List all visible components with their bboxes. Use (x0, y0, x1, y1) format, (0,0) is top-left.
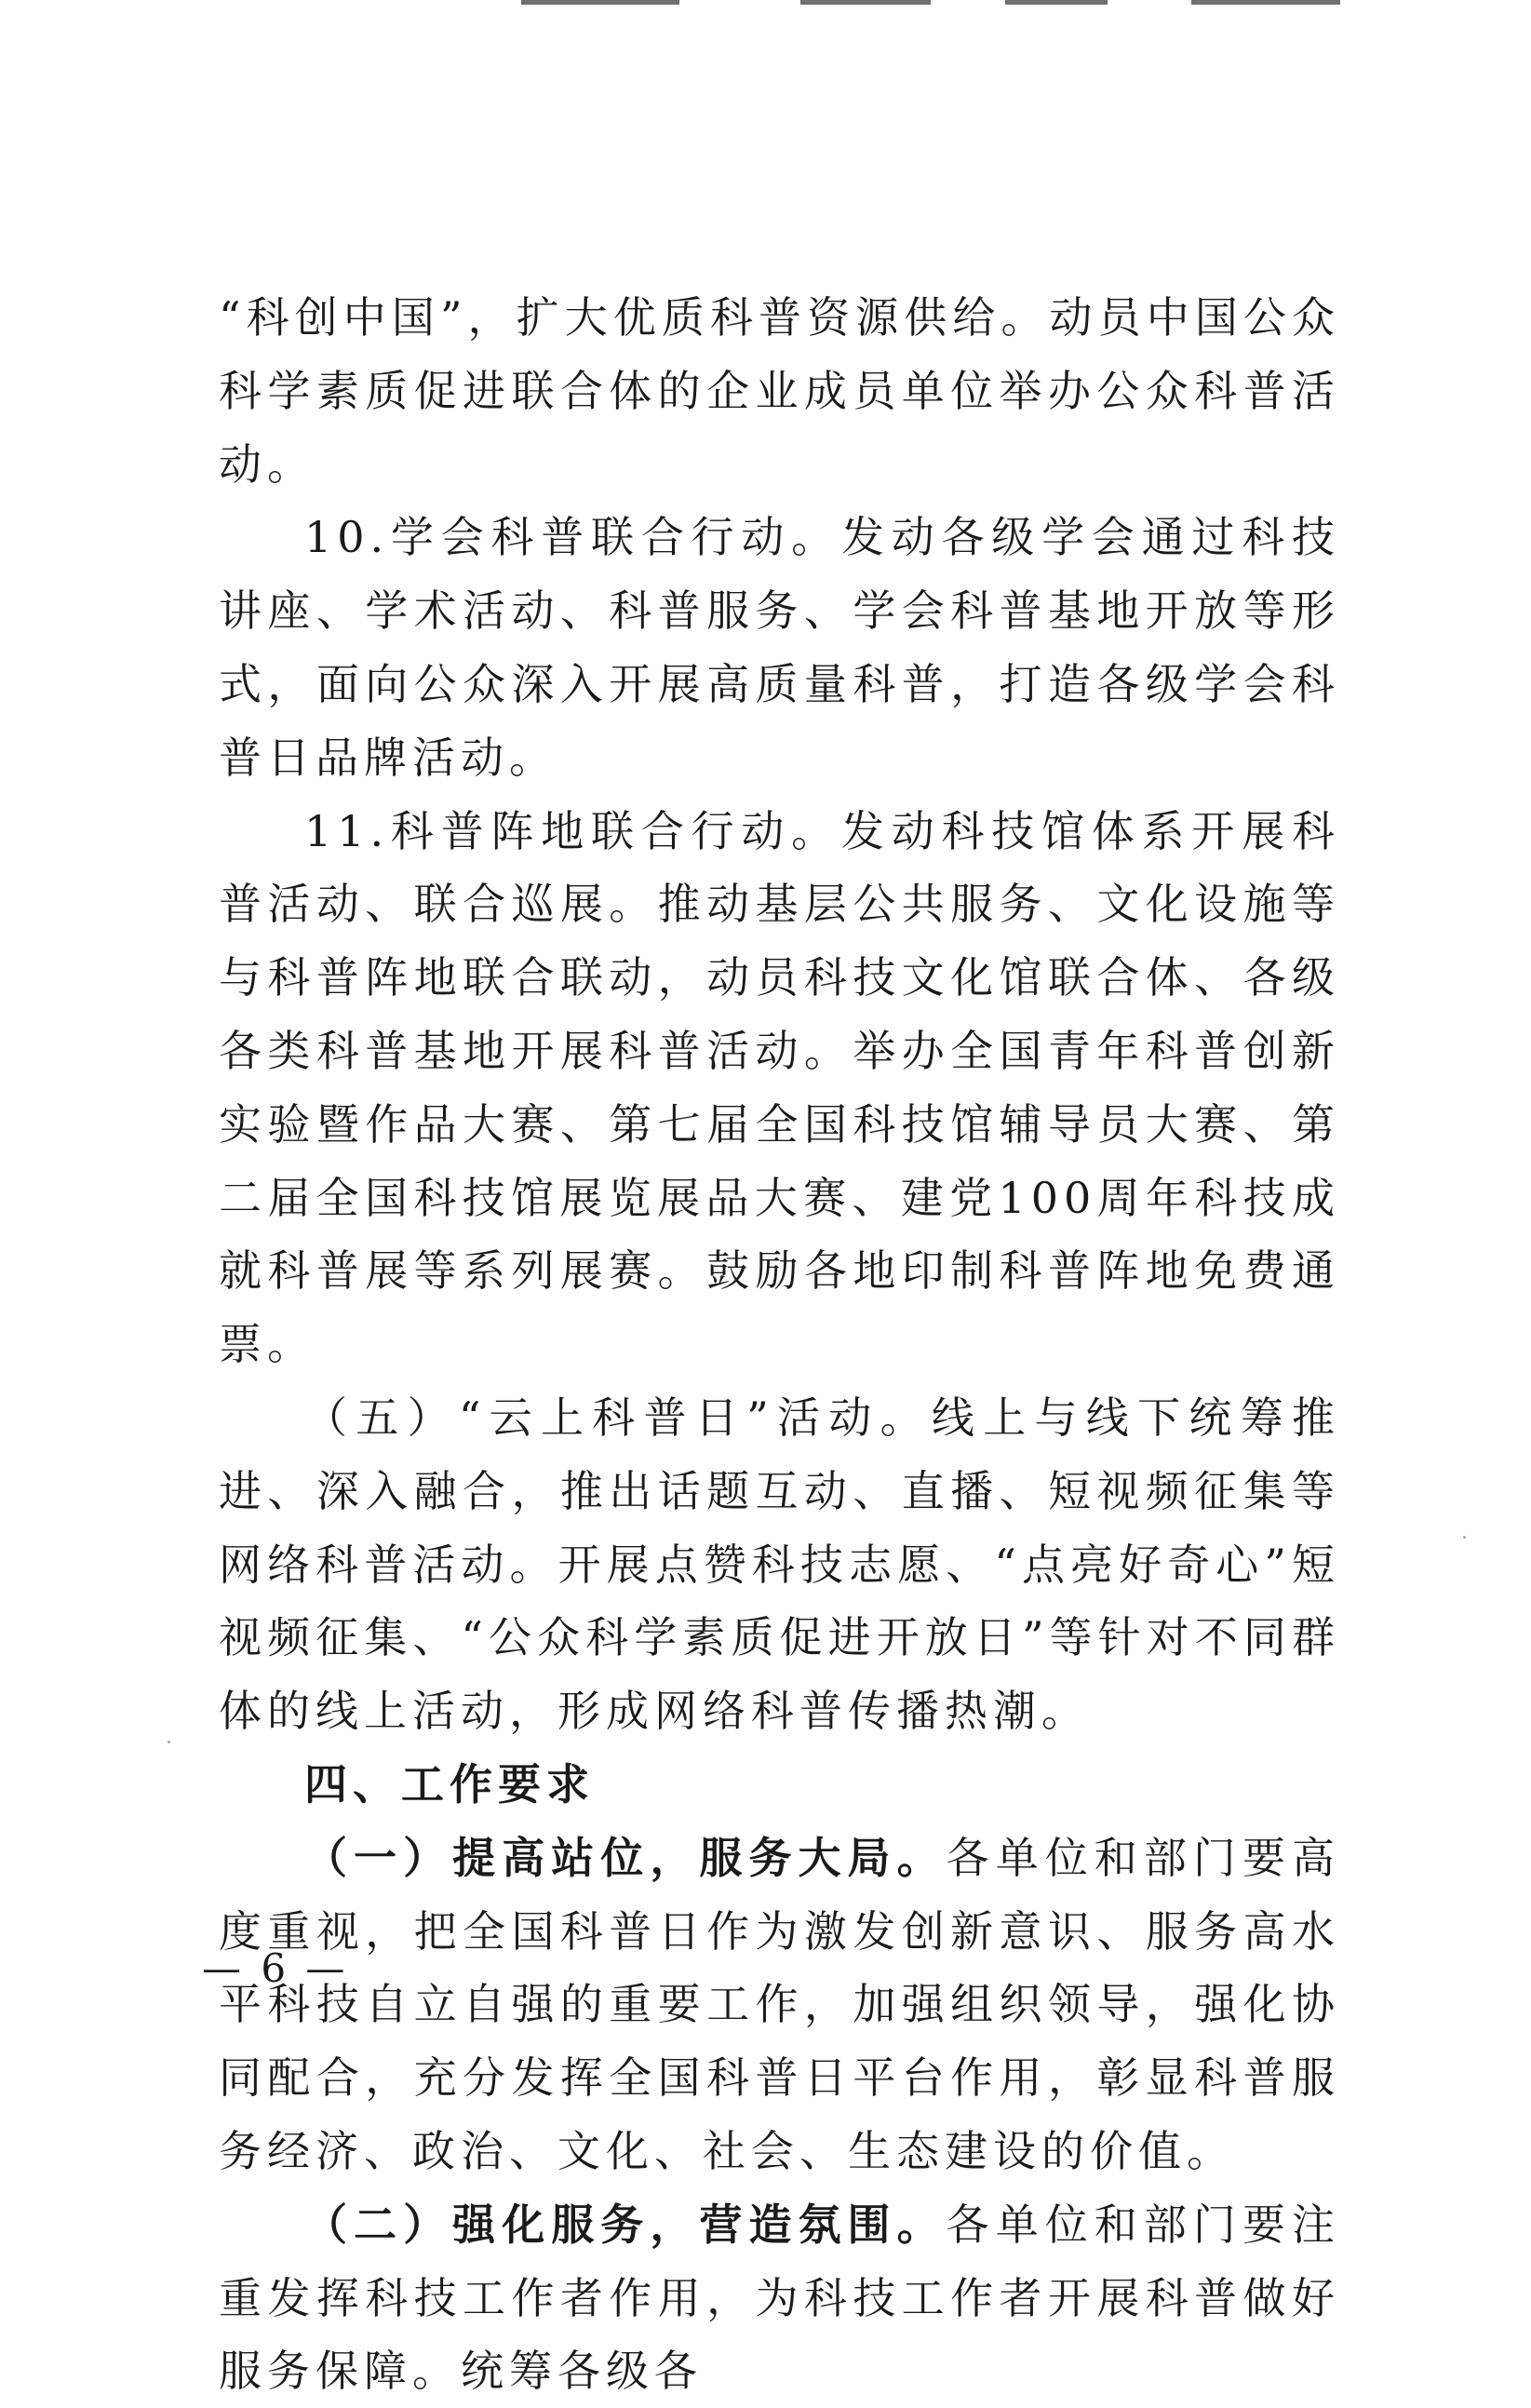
scan-speck (168, 1741, 170, 1743)
requirement-2-body: 各单位和部门要注重发挥科技工作者作用，为科技工作者开展科普做好服务保障。统筹各级各 (219, 2199, 1341, 2397)
scan-mark (521, 0, 679, 5)
scan-speck (1463, 1536, 1466, 1539)
paragraph-society-action: 10.学会科普联合行动。发动各级学会通过科技讲座、学术活动、科普服务、学会科普基地开放等形式，面向公众深入开展高质量科普，打造各级学会科普日品牌活动。 (219, 512, 1340, 783)
requirement-2-lead: （二）强化服务，营造氛围。 (304, 2199, 947, 2250)
paragraph-requirement-1 (219, 1822, 1340, 2188)
scan-mark (1191, 0, 1340, 5)
page-number: — 6 — (202, 1945, 349, 1991)
scan-mark (800, 0, 931, 5)
section-heading-work-requirements: 四、工作要求 (304, 1758, 595, 1809)
paragraph-venue-action: 11.科普阵地联合行动。发动科技馆体系开展科普活动、联合巡展。推动基层公共服务、文化设施等与科普阵地联合联动，动员科技文化馆联合体、各级各类科普基地开展科普活动。举办全国青年科普创新实验暨作品大赛、第七届全国科技馆辅导员大赛、第二届全国科技馆展览展品大赛、建党100周年科技成就科普展等系列展赛。鼓励各地印制科普阵地免费通票。 (219, 805, 1340, 1370)
requirement-1-body: 各单位和部门要高度重视，把全国科普日作为激发创新意识、服务高水平科技自立自强的重要工作，加强组织领导，强化协同配合，充分发挥全国科普日平台作用，彰显科普服务经济、政治、文化、社会、生态建设的价值。 (219, 1832, 1341, 2176)
paragraph-continuation: “科创中国”，扩大优质科普资源供给。动员中国公众科学素质促进联合体的企业成员单位举办公众科普活动。 (219, 292, 1340, 490)
document-body (219, 281, 1340, 2408)
paragraph-cloud-science-day: （五）“云上科普日”活动。线上与线下统筹推进、深入融合，推出话题互动、直播、短视频征集等网络科普活动。开展点赞科技志愿、“点亮好奇心”短视频征集、“公众科学素质促进开放日”等针对不同群体的线上活动，形成网络科普传播热潮。 (219, 1392, 1340, 1737)
scan-mark (1005, 0, 1108, 5)
paragraph-requirement-2 (219, 2188, 1340, 2408)
scan-edge-marks (521, 0, 1359, 7)
requirement-1-lead: （一）提高站位，服务大局。 (304, 1832, 947, 1883)
